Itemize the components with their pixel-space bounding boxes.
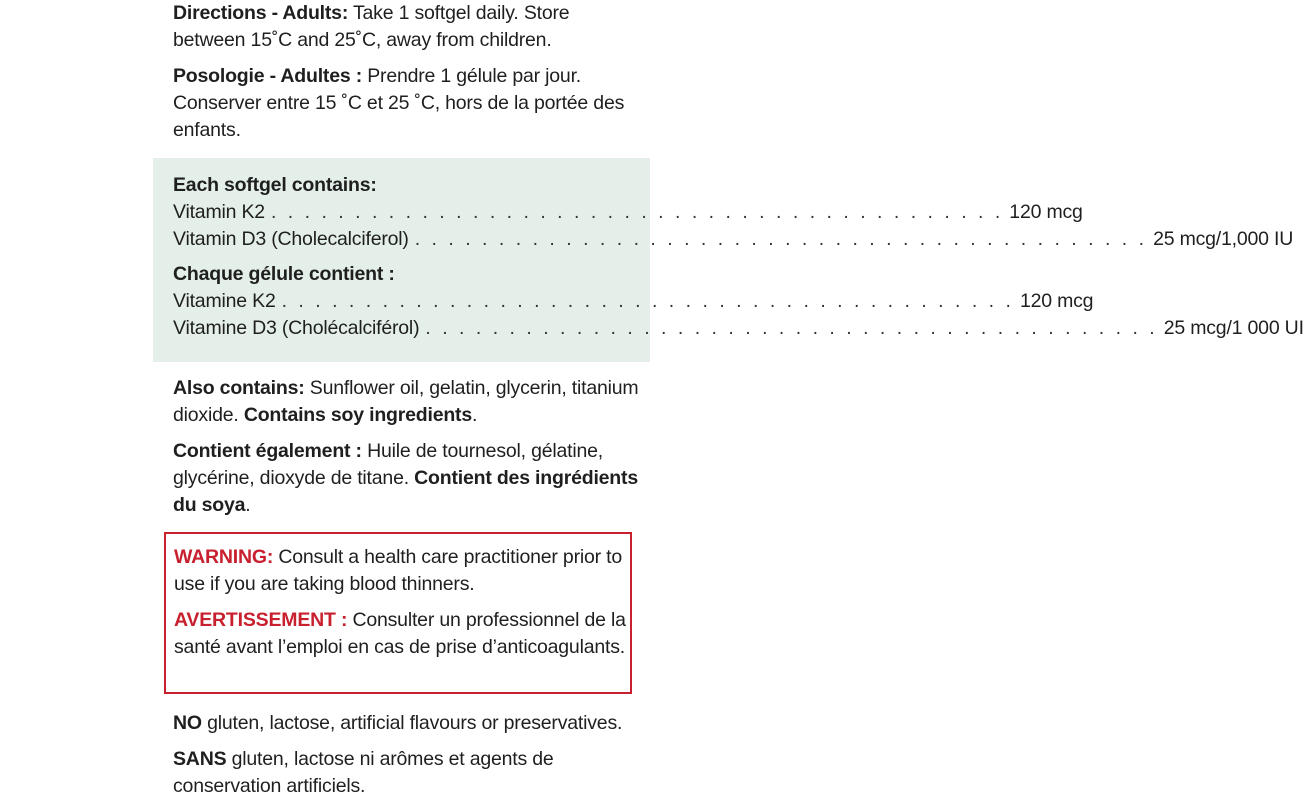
- directions-label: Directions - Adults:: [173, 2, 349, 24]
- ingredients-panel-content: [173, 172, 1304, 342]
- also-contains-end: .: [472, 404, 478, 426]
- warning-fr: [174, 607, 626, 661]
- ingredient-row: [173, 288, 1094, 315]
- ingredient-row: [173, 199, 1083, 226]
- free-from-fr: [173, 746, 643, 800]
- ingredient-amount: 120 mcg: [1009, 201, 1083, 223]
- warning-text: Consult a health care practitioner prior to use if you are taking blood thinners.: [174, 546, 623, 595]
- avertissement-label: AVERTISSEMENT :: [174, 609, 348, 631]
- contient-egalement: [173, 438, 643, 519]
- no-label: NO: [173, 712, 202, 734]
- also-contains-paragraph: [173, 375, 643, 429]
- soy-statement-fr: Contient des ingrédients du soya: [173, 467, 638, 516]
- ingredient-name: Vitamin D3 (Cholecalciferol): [173, 228, 409, 250]
- ingredient-row: [173, 226, 1294, 253]
- warning-content: [174, 544, 626, 661]
- posologie-paragraph: [173, 63, 643, 144]
- contient-text: Huile de tournesol, gélatine, glycérine, dioxyde de titane.: [173, 440, 604, 489]
- ingredients-heading-fr: Chaque gélule contient :: [173, 263, 395, 285]
- dot-leader: . . . . . . . . . . . . . . . . . . . . . . . . . . . . . . . . . . . . . . . . . . . .: [281, 290, 1014, 312]
- ingredient-name: Vitamine D3 (Cholécalciférol): [173, 317, 420, 339]
- also-contains-label: Also contains:: [173, 377, 305, 399]
- dot-leader: . . . . . . . . . . . . . . . . . . . . . . . . . . . . . . . . . . . . . . . . . . . .: [270, 201, 1004, 223]
- sans-label: SANS: [173, 748, 227, 770]
- ingredient-name: Vitamine K2: [173, 290, 276, 312]
- free-from-statement: [173, 710, 643, 800]
- warning-box: [164, 532, 632, 694]
- contient-end: .: [245, 494, 251, 516]
- warning-en: [174, 544, 626, 598]
- also-contains-text: Sunflower oil, gelatin, glycerin, titanium dioxide.: [173, 377, 639, 426]
- soy-statement-en: Contains soy ingredients: [243, 404, 472, 426]
- directions-paragraph: [173, 0, 643, 54]
- directions-text: Take 1 softgel daily. Store between 15˚C and 25˚C, away from children.: [173, 2, 570, 51]
- sans-text: gluten, lactose ni arômes et agents de conservation artificiels.: [173, 748, 554, 797]
- avertissement-text: Consulter un professionnel de la santé avant l’emploi en cas de prise d’anticoagulants.: [174, 609, 626, 658]
- posologie-adultes: [173, 63, 643, 144]
- contient-label: Contient également :: [173, 440, 362, 462]
- ingredients-heading-en: Each softgel contains:: [173, 174, 377, 196]
- ingredient-row: [173, 315, 1304, 342]
- ingredients-panel: [153, 158, 1304, 362]
- contient-paragraph: [173, 438, 643, 519]
- posologie-label: Posologie - Adultes :: [173, 65, 363, 87]
- free-from-en: [173, 710, 643, 737]
- dot-leader: . . . . . . . . . . . . . . . . . . . . . . . . . . . . . . . . . . . . . . . . . . . .: [414, 228, 1148, 250]
- warning-label: WARNING:: [174, 546, 274, 568]
- posologie-text: Prendre 1 gélule par jour. Conserver entre 15 ˚C et 25 ˚C, hors de la portée des enfants.: [173, 65, 625, 141]
- ingredient-amount: 120 mcg: [1019, 290, 1094, 312]
- also-contains: [173, 375, 643, 429]
- ingredient-amount: 25 mcg/1,000 IU: [1153, 228, 1294, 250]
- dot-leader: . . . . . . . . . . . . . . . . . . . . . . . . . . . . . . . . . . . . . . . . . . . .: [425, 317, 1158, 339]
- no-text: gluten, lactose, artificial flavours or preservatives.: [201, 712, 623, 734]
- ingredient-amount: 25 mcg/1 000 UI: [1163, 317, 1304, 339]
- directions-adults: [173, 0, 643, 54]
- ingredient-name: Vitamin K2: [173, 201, 265, 223]
